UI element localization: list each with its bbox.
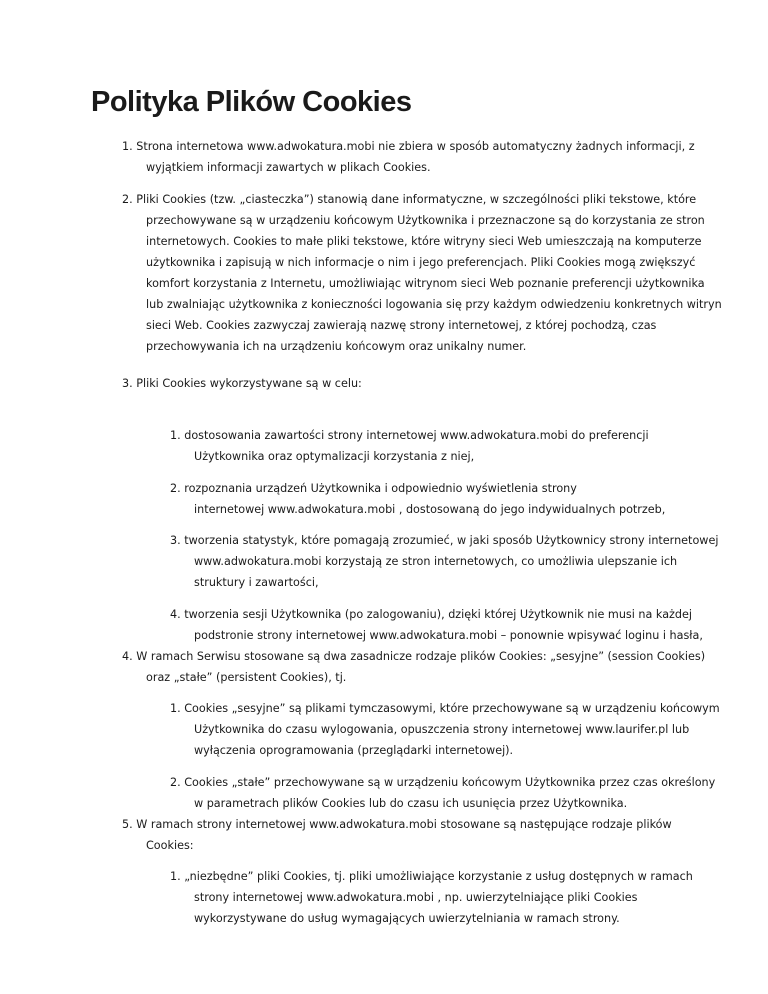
list-item-line: oraz „stałe” (persistent Cookies), tj.: [146, 671, 347, 684]
list-item-line: wyjątkiem informacji zawartych w plikach Cookies.: [146, 161, 431, 174]
list-item-line: 4. tworzenia sesji Użytkownika (po zalogowaniu), dzięki której Użytkownik nie musi na każdej: [170, 608, 693, 621]
list-item-line: Użytkownika oraz optymalizacji korzystania z niej,: [194, 450, 475, 463]
list-item-line: www.adwokatura.mobi korzystają ze stron internetowych, co umożliwia ulepszanie ich: [194, 555, 678, 568]
sub-list-item-4-1: [170, 698, 720, 761]
list-item-line: internetowych. Cookies to małe pliki tekstowe, które witryny sieci Web umieszczają na komputerze: [146, 235, 702, 248]
sub-list-item-3-4: [170, 604, 703, 646]
list-item-line: w parametrach plików Cookies lub do czasu ich usunięcia przez Użytkownika.: [194, 797, 628, 810]
list-item-5: [122, 814, 682, 856]
list-item-line: komfort korzystania z Internetu, umożliwiając witrynom sieci Web poznanie preferencji użytkownika: [146, 277, 705, 290]
list-item-line: 1. Cookies „sesyjne” są plikami tymczasowymi, które przechowywane są w urządzeniu końcowym: [170, 702, 720, 715]
list-item-line: internetowej www.adwokatura.mobi , dostosowaną do jego indywidualnych potrzeb,: [194, 503, 666, 516]
list-item-line: 2. rozpoznania urządzeń Użytkownika i odpowiednio wyświetlenia strony: [170, 482, 577, 495]
list-item-line: 4. W ramach Serwisu stosowane są dwa zasadnicze rodzaje plików Cookies: „sesyjne” (session Cookies): [122, 650, 706, 663]
list-item-line: użytkownika i zapisują w nich informacje o nim i jego preferencjach. Pliki Cookies mogą zwiększyć: [146, 256, 696, 269]
list-item-line: 1. dostosowania zawartości strony internetowej www.adwokatura.mobi do preferencji: [170, 429, 649, 442]
list-item-line: 1. Strona internetowa www.adwokatura.mobi nie zbiera w sposób automatyczny żadnych informacji, z: [122, 140, 695, 153]
sub-list-item-4-2: [170, 772, 716, 814]
list-item-line: Użytkownika do czasu wylogowania, opuszczenia strony internetowej www.laurifer.pl lub: [194, 723, 690, 736]
list-item-line: sieci Web. Cookies zazwyczaj zawierają nazwę strony internetowej, z której pochodzą, czas: [146, 319, 657, 332]
list-item-line: przechowywania ich na urządzeniu końcowym oraz unikalny numer.: [146, 340, 527, 353]
list-item-3: [122, 373, 682, 394]
list-item-line: 3. tworzenia statystyk, które pomagają zrozumieć, w jaki sposób Użytkownicy strony internetowej: [170, 534, 719, 547]
list-item-line: 2. Cookies „stałe” przechowywane są w urządzeniu końcowym Użytkownika przez czas określony: [170, 776, 716, 789]
list-item-line: lub zwalniając użytkownika z konieczności logowania się przy każdym odwiedzeniu konkretnych witryn: [146, 298, 722, 311]
list-item-line: 1. „niezbędne” pliki Cookies, tj. pliki umożliwiające korzystanie z usług dostępnych w ramach: [170, 870, 693, 883]
list-item-line: strony internetowej www.adwokatura.mobi , np. uwierzytelniające pliki Cookies: [194, 891, 638, 904]
sub-list-item-5-1: [170, 866, 693, 929]
list-item-line: wyłączenia oprogramowania (przeglądarki internetowej).: [194, 744, 514, 757]
list-item-line: 5. W ramach strony internetowej www.adwokatura.mobi stosowane są następujące rodzaje plików: [122, 818, 672, 831]
list-item-line: struktury i zawartości,: [194, 576, 319, 589]
sub-list-item-3-1: [170, 425, 682, 467]
list-item-line: Cookies:: [146, 839, 194, 852]
list-item-line: przechowywane są w urządzeniu końcowym Użytkownika i przeznaczone są do korzystania ze stron: [146, 214, 705, 227]
list-item-line: podstronie strony internetowej www.adwokatura.mobi – ponownie wpisywać loginu i hasła,: [194, 629, 703, 642]
sub-list-item-3-3: [170, 530, 719, 593]
list-item-1: [122, 136, 695, 178]
list-item-4: [122, 646, 706, 688]
list-item-line: 3. Pliki Cookies wykorzystywane są w celu:: [122, 377, 362, 390]
page-title: Polityka Plików Cookies: [91, 86, 412, 118]
sub-list-item-3-2: [170, 478, 682, 520]
list-item-2: [122, 189, 722, 357]
list-item-line: 2. Pliki Cookies (tzw. „ciasteczka”) stanowią dane informatyczne, w szczególności pliki tekstowe, które: [122, 193, 697, 206]
list-item-line: wykorzystywane do usług wymagających uwierzytelniania w ramach strony.: [194, 912, 620, 925]
